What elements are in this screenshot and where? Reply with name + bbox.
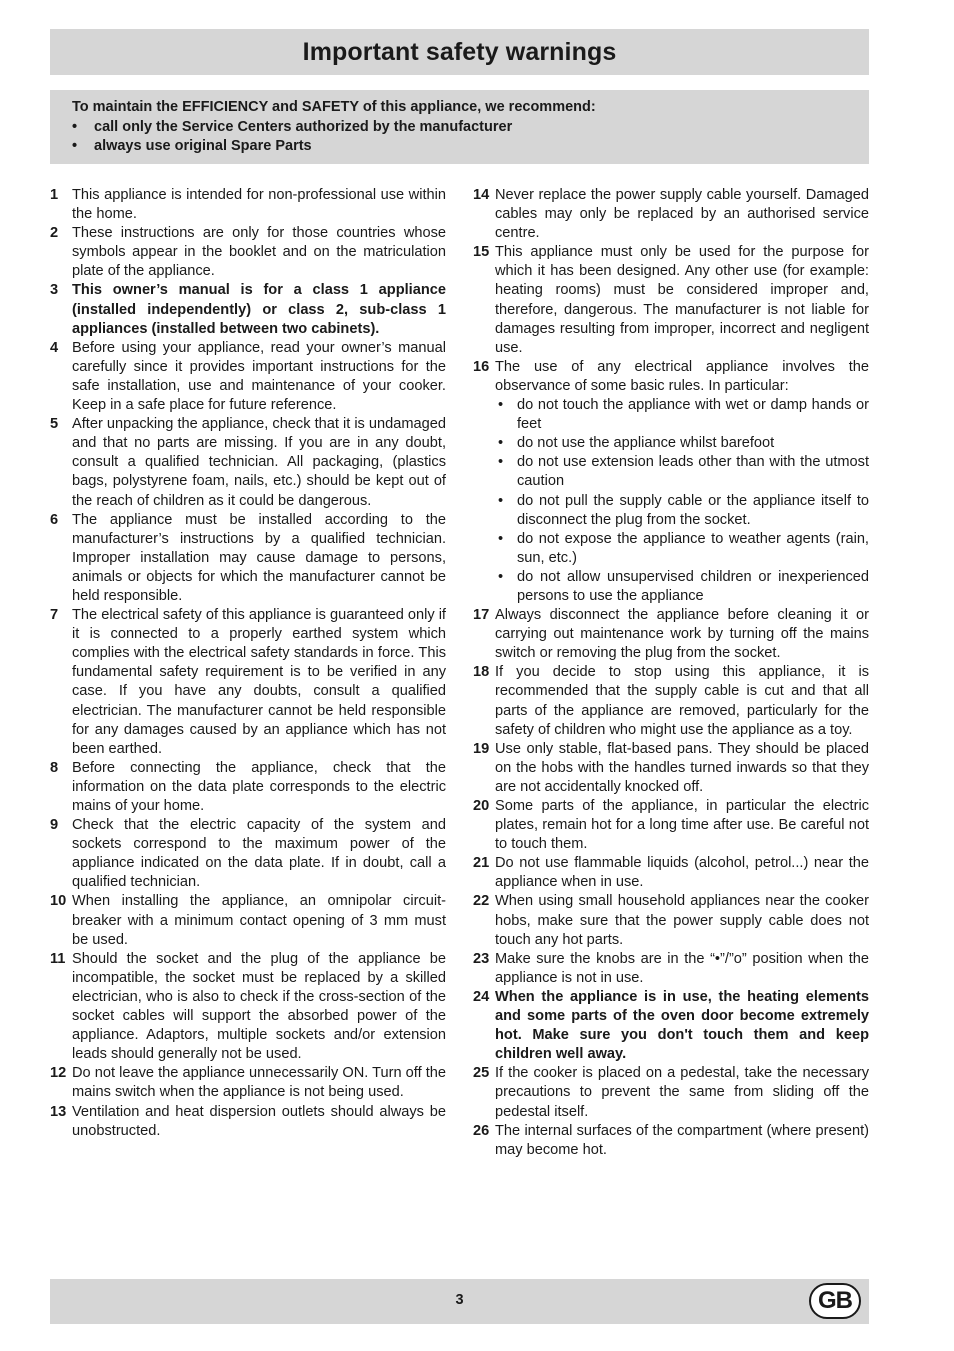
item-text: The internal surfaces of the compartment (where present) may become hot.	[495, 1122, 869, 1158]
footer-bar	[50, 1279, 869, 1324]
item-number: 3	[50, 282, 59, 299]
item-text: Ventilation and heat dispersion outlets should always be unobstructed.	[72, 1103, 446, 1139]
item-text: These instructions are only for those countries whose symbols appear in the booklet and on the matriculation plate of the appliance.	[72, 225, 446, 280]
warning-item-15	[473, 243, 869, 358]
warning-item-4	[50, 339, 446, 415]
warning-item-3	[50, 281, 446, 338]
item-number: 24	[473, 988, 490, 1005]
item-number: 16	[473, 358, 490, 375]
item-number: 1	[50, 187, 59, 203]
item-number: 8	[50, 759, 59, 776]
warning-item-25	[473, 1064, 869, 1121]
intro-bullet: • call only the Service Centers authorized by the manufacturer	[72, 118, 869, 138]
item-text: When using small household appliances near the cooker hobs, make sure that the power supply cable does not touch any hot parts.	[495, 893, 869, 948]
warning-item-7	[50, 606, 446, 759]
item-number: 5	[50, 416, 59, 433]
item-number: 22	[473, 893, 490, 910]
intro-bullet: • always use original Spare Parts	[72, 137, 869, 157]
item-text: After unpacking the appliance, check that it is undamaged and that no parts are missing. If you are in any doubt, consult a qualified technician. All packaging, (plastics bags, polystyrene foam, nails, etc.) should be kept out of the reach of children as it could be dangerous.	[72, 416, 447, 509]
warning-item-21	[473, 854, 869, 892]
warning-item-2	[50, 224, 446, 281]
warning-item-19	[473, 740, 869, 797]
rule-bullet: • do not expose the appliance to weather agents (rain, sun, etc.)	[495, 530, 869, 568]
item-number: 6	[50, 511, 59, 528]
warning-item-1	[50, 186, 446, 224]
warning-item-6	[50, 511, 446, 606]
item-number: 17	[473, 607, 490, 624]
item-number: 2	[50, 225, 59, 242]
item-text: Always disconnect the appliance before cleaning it or carrying out maintenance work by turning off the mains switch or removing the plug from the socket.	[495, 607, 869, 662]
item-number: 23	[473, 950, 490, 967]
intro-bullet-list	[72, 118, 869, 157]
item-number: 9	[50, 817, 59, 834]
item-text: If you decide to stop using this appliance, it is recommended that the supply cable is cut and that all parts of the appliance are removed, particularly for the safety of children who might use the appliance as a toy.	[495, 664, 869, 738]
item-text: If the cooker is placed on a pedestal, take the necessary precautions to prevent the same from sliding off the pedestal itself.	[495, 1065, 869, 1120]
item-text: Do not use flammable liquids (alcohol, petrol...) near the appliance when in use.	[495, 855, 869, 891]
item-text: Use only stable, flat-based pans. They should be placed on the hobs with the handles turned inwards so that they are not accidentally knocked off.	[495, 740, 869, 795]
intro-lead: To maintain the EFFICIENCY and SAFETY of this appliance, we recommend:	[72, 99, 596, 115]
item-text: Make sure the knobs are in the “•”/”o” position when the appliance is not in use.	[495, 950, 869, 986]
item-number: 13	[50, 1103, 67, 1120]
warning-item-23	[473, 950, 869, 988]
page-title: Important safety warnings	[302, 37, 617, 66]
item-text: Should the socket and the plug of the appliance be incompatible, the socket must be replaced by a skilled electrician, who is also to check if the cross-section of the socket cables will support the absorbed power of the appliance. Adaptors, multiple sockets and/or extension leads should generally not be used.	[72, 950, 446, 1063]
warning-item-8	[50, 759, 446, 816]
warning-item-5	[50, 415, 446, 510]
warning-item-12	[50, 1064, 446, 1102]
warning-item-13	[50, 1103, 446, 1141]
item-text: Check that the electric capacity of the system and sockets correspond to the maximum power of the appliance indicated on the data plate. If in doubt, call a qualified technician.	[72, 817, 446, 891]
warning-item-17	[473, 606, 869, 663]
item-text: Before connecting the appliance, check that the information on the data plate corresponds to the electric mains of your home.	[72, 759, 446, 814]
warning-item-18	[473, 663, 869, 739]
item-body	[495, 358, 869, 606]
item-text: Never replace the power supply cable yourself. Damaged cables may only be replaced by an authorised service centre.	[495, 187, 869, 242]
page-number: 3	[455, 1292, 464, 1308]
intro-box	[50, 90, 869, 164]
left-column	[50, 186, 446, 1141]
item-text: This appliance must only be used for the purpose for which it has been designed. Any other use (for example: heating rooms) must be considered improper and, therefore, dangerous. The manufacturer is not liable for damages resulting from improper, incorrect and negligent use.	[495, 244, 869, 356]
item-number: 18	[473, 664, 490, 681]
item-text: The appliance must be installed according to the manufacturer’s instructions by a qualified technician. Improper installation may cause damage to persons, animals or objects for which the manufacturer cannot be held responsible.	[72, 511, 446, 604]
item-number: 7	[50, 607, 59, 624]
rules-bullet-list	[495, 396, 869, 606]
item-number: 15	[473, 244, 490, 261]
warning-item-10	[50, 892, 446, 949]
warning-item-11	[50, 950, 446, 1065]
item-number: 10	[50, 893, 67, 910]
item-text: The use of any electrical appliance involves the observance of some basic rules. In particular:	[495, 358, 869, 394]
item-text: This appliance is intended for non-professional use within the home.	[72, 187, 446, 223]
item-text: Do not leave the appliance unnecessarily ON. Turn off the mains switch when the appliance is not being used.	[72, 1065, 446, 1101]
warning-item-9	[50, 816, 446, 892]
item-text: The electrical safety of this appliance is guaranteed only if it is connected to a properly earthed system which complies with the electrical safety standards in force. This fundamental safety requirement is to be verified in any case. If you have any doubts, consult a qualified electrician. The manufacturer cannot be held responsible for any damages caused by an appliance which has not been earthed.	[72, 607, 446, 757]
warning-item-22	[473, 892, 869, 949]
rule-bullet: • do not allow unsupervised children or inexperienced persons to use the appliance	[495, 568, 869, 606]
item-text: Before using your appliance, read your owner’s manual carefully since it provides important instructions for the safe installation, use and maintenance of your cooker. Keep in a safe place for future reference.	[72, 339, 446, 414]
item-text: When the appliance is in use, the heating elements and some parts of the oven door become extremely hot. Make sure you don't touch them and keep children well away.	[495, 988, 869, 1063]
warning-item-16	[473, 358, 869, 606]
item-number: 25	[473, 1065, 490, 1082]
item-number: 19	[473, 740, 490, 757]
rule-bullet: • do not use the appliance whilst barefoot	[495, 434, 869, 453]
item-text: This owner’s manual is for a class 1 appliance (installed independently) or class 2, sub-class 1 appliances (installed between two cabinets).	[72, 282, 446, 337]
warning-item-26	[473, 1122, 869, 1160]
item-number: 26	[473, 1122, 490, 1139]
rule-bullet: • do not pull the supply cable or the appliance itself to disconnect the plug from the socket.	[495, 492, 869, 530]
right-column	[473, 186, 869, 1160]
item-number: 20	[473, 798, 490, 814]
rule-bullet: • do not touch the appliance with wet or damp hands or feet	[495, 396, 869, 434]
language-badge: GB	[809, 1283, 861, 1319]
warning-item-20	[473, 797, 869, 854]
item-number: 12	[50, 1065, 67, 1082]
item-number: 14	[473, 187, 490, 203]
item-number: 11	[50, 950, 66, 967]
rule-bullet: • do not use extension leads other than with the utmost caution	[495, 453, 869, 491]
title-bar	[50, 29, 869, 75]
item-number: 21	[473, 855, 490, 872]
item-text: Some parts of the appliance, in particular the electric plates, remain hot for a long time after use. Be careful not to touch them.	[495, 798, 869, 853]
warning-item-14	[473, 186, 869, 243]
item-number: 4	[50, 339, 59, 356]
item-text: When installing the appliance, an omnipolar circuit-breaker with a minimum contact opening of 3 mm must be used.	[72, 893, 446, 948]
warning-item-24	[473, 988, 869, 1064]
